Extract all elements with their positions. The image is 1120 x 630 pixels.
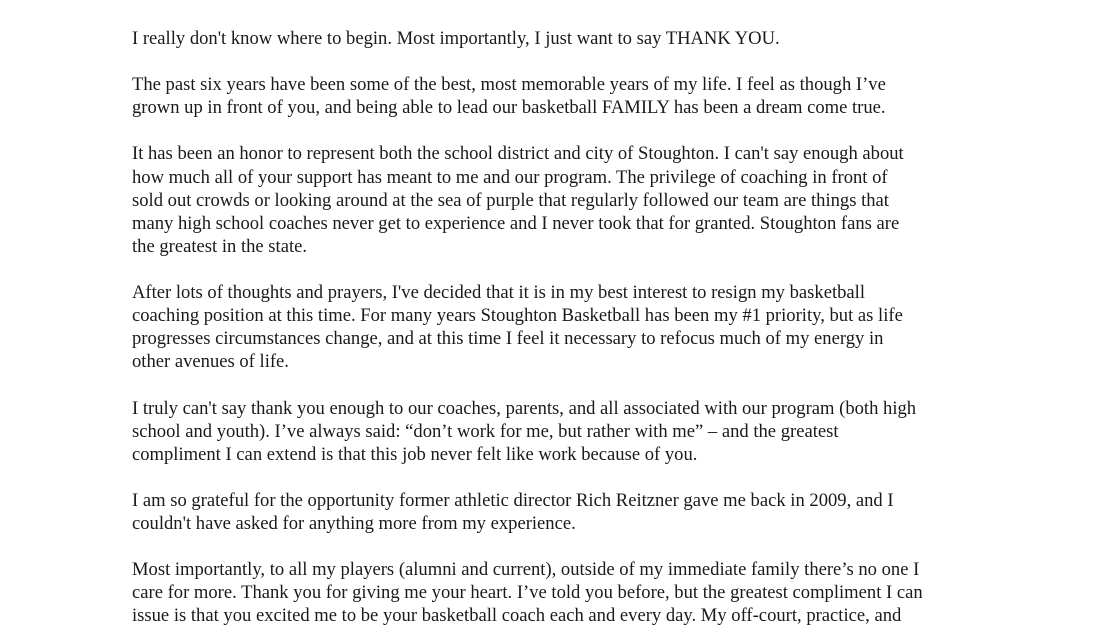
paragraph-line: compliment I can extend is that this job never felt like work because of you. [132,443,698,465]
paragraph-line: school and youth). I’ve always said: “don’t work for me, but rather with me” – and the greatest [132,420,839,442]
paragraph-line: The past six years have been some of the best, most memorable years of my life. I feel as though I’ve [132,74,886,96]
paragraph-line: grown up in front of you, and being able to lead our basketball FAMILY has been a dream come true. [132,97,886,119]
cropped-top-line [133,0,673,3]
paragraph-line: other avenues of life. [132,351,289,373]
paragraph-line: After lots of thoughts and prayers, I've decided that it is in my best interest to resign my basketball [132,282,865,304]
paragraph-line: couldn't have asked for anything more from my experience. [132,512,576,534]
paragraph-line: progresses circumstances change, and at this time I feel it necessary to refocus much of my energy in [132,328,884,350]
paragraph-coaches-parents [132,397,1012,466]
paragraph-line: I am so grateful for the opportunity former athletic director Rich Reitzner gave me back in 2009, and I [132,489,894,511]
paragraph-honor [132,142,1012,257]
paragraph-six-years [132,73,1012,119]
paragraph-resignation [132,281,1012,373]
paragraph-line: the greatest in the state. [132,235,308,257]
paragraph-line: sold out crowds or looking around at the sea of purple that regularly followed our team are things that [132,189,889,211]
paragraph-players [132,558,1012,627]
paragraph-athletic-director [132,489,1012,535]
paragraph-line: care for more. Thank you for giving me your heart. I’ve told you before, but the greatest compliment I can [132,582,923,604]
paragraph-thank-you [132,27,1012,50]
paragraph-line: issue is that you excited me to be your basketball coach each and every day. My off-court, practice, and [132,605,902,627]
paragraph-line: I truly can't say thank you enough to our coaches, parents, and all associated with our program (both high [132,397,917,419]
paragraph-line: coaching position at this time. For many years Stoughton Basketball has been my #1 priority, but as life [132,305,903,327]
paragraph-line: how much all of your support has meant to me and our program. The privilege of coaching in front of [132,166,888,188]
paragraph-line: many high school coaches never get to experience and I never took that for granted. Stoughton fans are [132,212,900,234]
paragraph-line: Most importantly, to all my players (alumni and current), outside of my immediate family there’s no one I [132,559,920,581]
paragraph-line: It has been an honor to represent both the school district and city of Stoughton. I can't say enough about [132,143,904,165]
letter-body [132,27,1012,630]
paragraph-line: I really don't know where to begin. Most importantly, I just want to say THANK YOU. [132,28,780,49]
